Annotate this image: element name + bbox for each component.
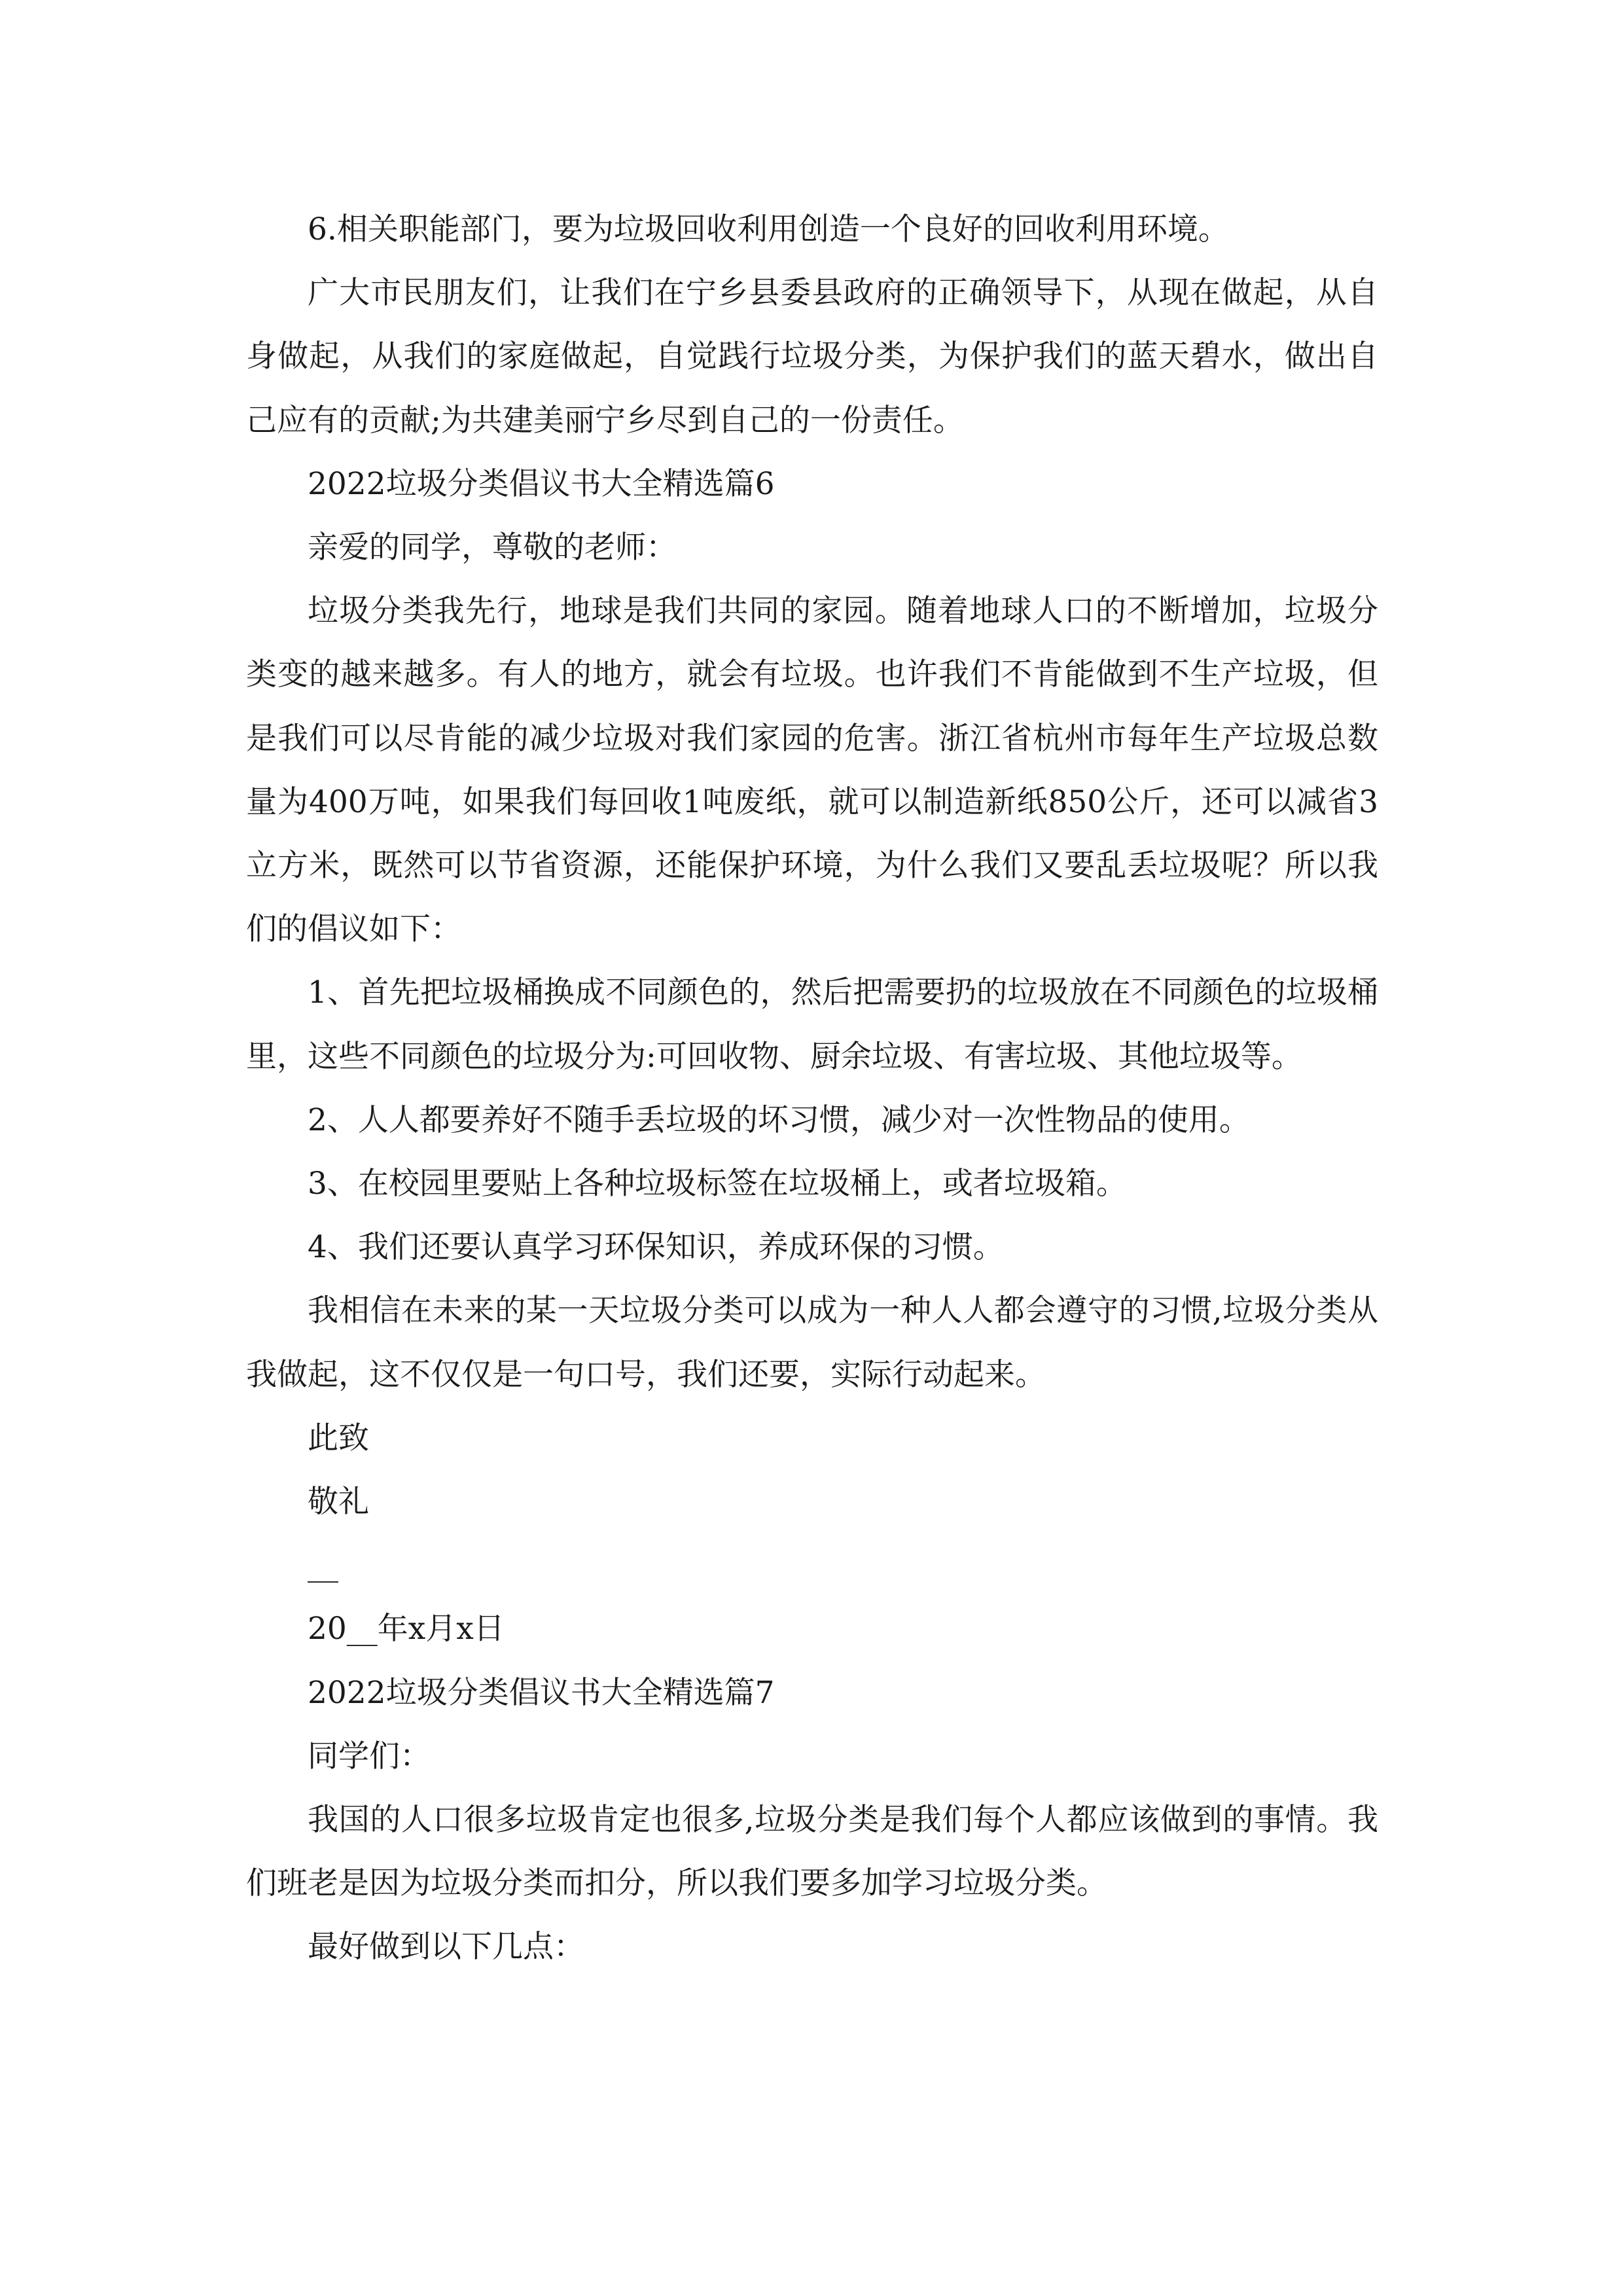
paragraph-conclusion: 我相信在未来的某一天垃圾分类可以成为一种人人都会遵守的习惯,垃圾分类从我做起，这不仅仅是一句口号，我们还要，实际行动起来。	[246, 1293, 1378, 1393]
proposal-item-4: 4、我们还要认真学习环保知识，养成环保的习惯。	[308, 1229, 1004, 1266]
closing-cizhi: 此致	[308, 1420, 369, 1456]
closing-jingli: 敬礼	[308, 1484, 369, 1520]
proposal-item-1: 1、首先把垃圾桶换成不同颜色的，然后把需要扔的垃圾放在不同颜色的垃圾桶里，这些不同颜色的垃圾分为:可回收物、厨余垃圾、有害垃圾、其他垃圾等。	[246, 975, 1378, 1075]
date-line: 20__年x月x日	[308, 1611, 505, 1647]
paragraph-intro: 垃圾分类我先行，地球是我们共同的家园。随着地球人口的不断增加，垃圾分类变的越来越多。有人的地方，就会有垃圾。也许我们不肯能做到不生产垃圾，但是我们可以尽肯能的减少垃圾对我们家园的危害。浙江省杭州市每年生产垃圾总数量为400万吨，如果我们每回收1吨废纸，就可以制造新纸850公斤，还可以减省3立方米，既然可以节省资源，还能保护环境，为什么我们又要乱丢垃圾呢？所以我们的倡议如下：	[246, 593, 1378, 948]
section-heading-7: 2022垃圾分类倡议书大全精选篇7	[308, 1674, 775, 1711]
section-heading-6: 2022垃圾分类倡议书大全精选篇6	[308, 465, 775, 502]
paragraph-points-intro: 最好做到以下几点：	[308, 1929, 584, 1965]
salutation: 亲爱的同学，尊敬的老师：	[308, 529, 677, 566]
salutation-classmates: 同学们：	[308, 1738, 431, 1774]
proposal-item-3: 3、在校园里要贴上各种垃圾标签在垃圾桶上，或者垃圾箱。	[308, 1166, 1127, 1202]
paragraph-class-issue: 我国的人口很多垃圾肯定也很多,垃圾分类是我们每个人都应该做到的事情。我们班老是因为垃圾分类而扣分，所以我们要多加学习垃圾分类。	[246, 1802, 1378, 1902]
signature-blank: __	[308, 1547, 338, 1584]
paragraph-citizens-call: 广大市民朋友们，让我们在宁乡县委县政府的正确领导下，从现在做起，从自身做起，从我们的家庭做起，自觉践行垃圾分类，为保护我们的蓝天碧水，做出自己应有的贡献;为共建美丽宁乡尽到自己的一份责任。	[246, 275, 1378, 439]
document-body	[246, 198, 1378, 1979]
paragraph-item-6: 6.相关职能部门，要为垃圾回收利用创造一个良好的回收利用环境。	[308, 211, 1229, 247]
proposal-item-2: 2、人人都要养好不随手丢垃圾的坏习惯，减少对一次性物品的使用。	[308, 1102, 1250, 1138]
